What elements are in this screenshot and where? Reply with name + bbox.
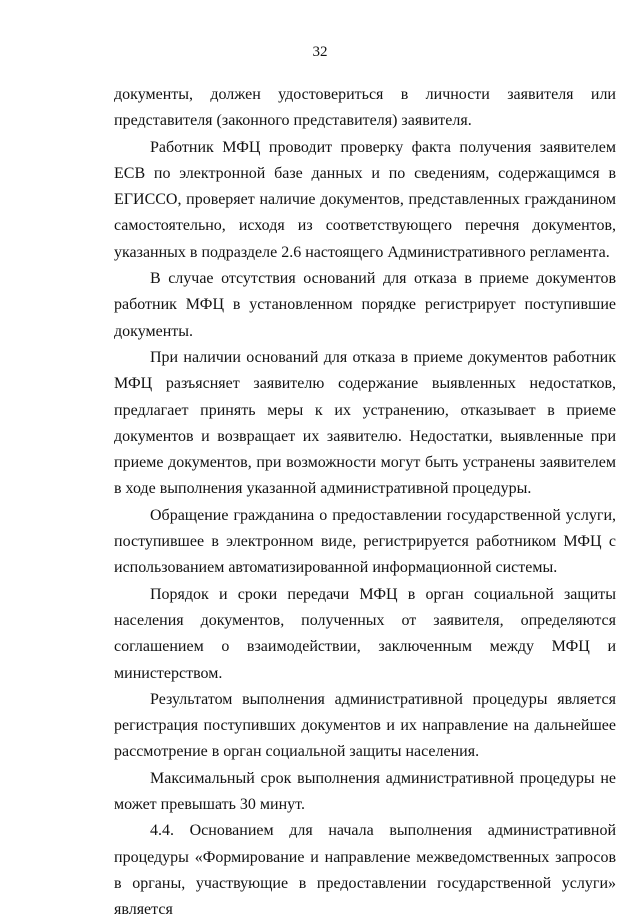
paragraph-max-duration: Максимальный срок выполнения административной процедуры не может превышать 30 минут. [114,769,616,814]
paragraph-esv-verification: Работник МФЦ проводит проверку факта получения заявителем ЕСВ по электронной базе данных и по сведениям, содержащимся в ЕГИССО, проверяет наличие документов, представленных гражданином самостоятельно, исходя из соответствующего перечня документов, указанных в подразделе 2.6 настоящего Административного регламента. [114,138,616,261]
paragraph-electronic-request: Обращение гражданина о предоставлении государственной услуги, поступившее в электронном виде, регистрируется работником МФЦ с использованием автоматизированной информационной системы. [114,506,616,577]
paragraph-identity-check: документы, должен удостовериться в личности заявителя или представителя (законного представителя) заявителя. [114,86,616,130]
page-number: 32 [312,44,328,60]
paragraph-registration: В случае отсутствия оснований для отказа в приеме документов работник МФЦ в установленном порядке регистрирует поступившие документы. [114,270,616,340]
paragraph-procedure-result: Результатом выполнения административной процедуры является регистрация поступивших документов и их направление на дальнейшее рассмотрение в орган социальной защиты населения. [114,690,616,761]
document-body [114,82,616,924]
paragraph-refusal-grounds: При наличии оснований для отказа в приеме документов работник МФЦ разъясняет заявителю содержание выявленных недостатков, предлагает принять меры к их устранению, отказывает в приеме документов и возвращает их заявителю. Недостатки, выявленные при приеме документов, при возможности могут быть устранены заявителем в ходе выполнения указанной административной процедуры. [114,348,616,498]
paragraph-section-4-4: 4.4. Основанием для начала выполнения административной процедуры «Формирование и направление межведомственных запросов в органы, участвующие в предоставлении государственной услуги» является [114,822,616,919]
paragraph-transfer-procedure: Порядок и сроки передачи МФЦ в орган социальной защиты населения документов, полученных от заявителя, определяются соглашением о взаимодействии, заключенным между МФЦ и министерством. [114,585,616,682]
